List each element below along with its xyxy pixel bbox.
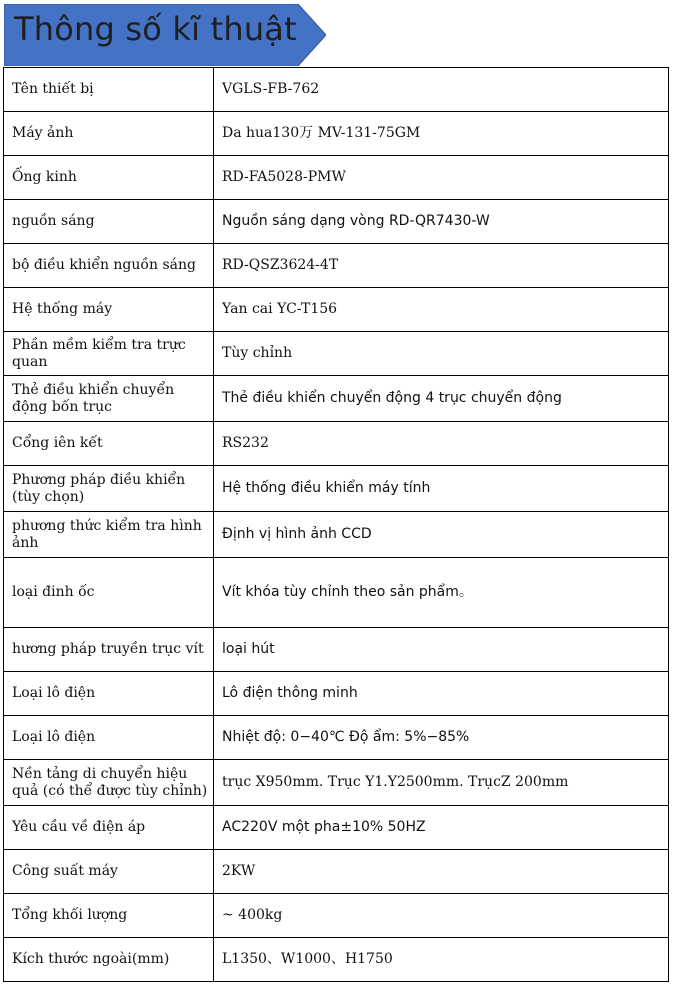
table-row	[4, 244, 669, 288]
table-row	[4, 466, 669, 512]
spec-label: Loại lô điện	[4, 716, 214, 760]
spec-label: Nền tảng di chuyển hiệu quả (có thể được tùy chỉnh)	[4, 760, 214, 806]
spec-value: Da hua130万 MV-131-75GM	[214, 112, 669, 156]
table-row	[4, 806, 669, 850]
spec-label: Tên thiết bị	[4, 68, 214, 112]
table-row	[4, 422, 669, 466]
spec-value: RD-FA5028-PMW	[214, 156, 669, 200]
table-row	[4, 558, 669, 628]
spec-label: loại đinh ốc	[4, 558, 214, 628]
spec-label: Công suất máy	[4, 850, 214, 894]
spec-label: bộ điều khiển nguồn sáng	[4, 244, 214, 288]
spec-value: Thẻ điều khiển chuyển động 4 trục chuyển động	[214, 376, 669, 422]
spec-value: loại hút	[214, 628, 669, 672]
spec-value: AC220V một pha±10% 50HZ	[214, 806, 669, 850]
spec-value: RS232	[214, 422, 669, 466]
spec-label: Kích thước ngoài(mm)	[4, 938, 214, 982]
title-banner	[4, 4, 326, 66]
table-row	[4, 200, 669, 244]
spec-value: trục X950mm. Trục Y1.Y2500mm. TrụcZ 200mm	[214, 760, 669, 806]
spec-label: Phương pháp điều khiển (tùy chọn)	[4, 466, 214, 512]
spec-label: Cổng iên kết	[4, 422, 214, 466]
table-row	[4, 760, 669, 806]
spec-value: Nhiệt độ: 0−40℃ Độ ẩm: 5%−85%	[214, 716, 669, 760]
spec-value: Nguồn sáng dạng vòng RD-QR7430-W	[214, 200, 669, 244]
table-row	[4, 512, 669, 558]
spec-label: nguồn sáng	[4, 200, 214, 244]
table-row	[4, 716, 669, 760]
table-row	[4, 850, 669, 894]
spec-label: Ống kinh	[4, 156, 214, 200]
spec-label: Loại lô điện	[4, 672, 214, 716]
spec-value: ~ 400kg	[214, 894, 669, 938]
spec-value: Vít khóa tùy chỉnh theo sản phẩm。	[214, 558, 669, 628]
spec-label: Tổng khối lượng	[4, 894, 214, 938]
table-row	[4, 112, 669, 156]
table-row	[4, 288, 669, 332]
spec-label: Phần mềm kiểm tra trực quan	[4, 332, 214, 376]
page-title: Thông số kĩ thuật	[14, 10, 297, 48]
table-row	[4, 376, 669, 422]
spec-value: Lô điện thông minh	[214, 672, 669, 716]
spec-value: Định vị hình ảnh CCD	[214, 512, 669, 558]
spec-label: Hệ thống máy	[4, 288, 214, 332]
spec-value: 2KW	[214, 850, 669, 894]
table-row	[4, 156, 669, 200]
spec-value: Yan cai YC-T156	[214, 288, 669, 332]
spec-value: Tùy chỉnh	[214, 332, 669, 376]
table-row	[4, 68, 669, 112]
spec-value: L1350、W1000、H1750	[214, 938, 669, 982]
spec-label: phương thức kiểm tra hình ảnh	[4, 512, 214, 558]
table-row	[4, 672, 669, 716]
table-row	[4, 938, 669, 982]
spec-label: Máy ảnh	[4, 112, 214, 156]
spec-value: RD-QSZ3624-4T	[214, 244, 669, 288]
table-row	[4, 332, 669, 376]
spec-label: Thẻ điều khiển chuyển động bốn trục	[4, 376, 214, 422]
spec-label: hương pháp truyền trục vít	[4, 628, 214, 672]
spec-value: VGLS-FB-762	[214, 68, 669, 112]
spec-value: Hệ thống điều khiển máy tính	[214, 466, 669, 512]
table-row	[4, 628, 669, 672]
spec-table	[3, 67, 669, 982]
spec-label: Yêu cầu về điện áp	[4, 806, 214, 850]
table-row	[4, 894, 669, 938]
